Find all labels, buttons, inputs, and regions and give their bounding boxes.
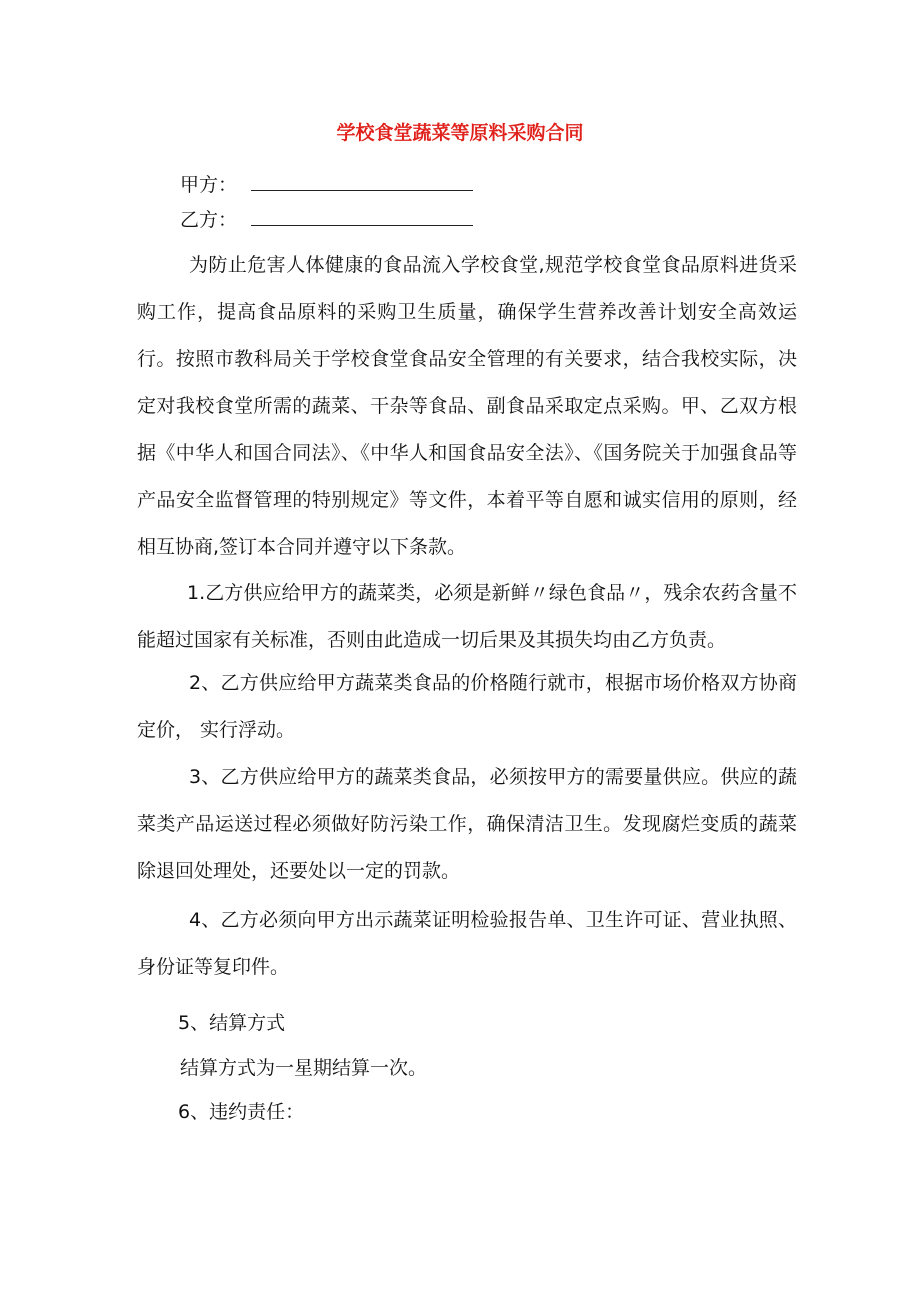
clause-1: 1.乙方供应给甲方的蔬菜类，必须是新鲜〃绿色食品〃，残余农药含量不能超过国家有关标准，否则由此造成一切后果及其损失均由乙方负责。 [137,582,797,651]
party-b-blank [251,207,473,226]
party-a-label: 甲方： [180,174,238,196]
clause-3: 3、乙方供应给甲方的蔬菜类食品，必须按甲方的需要量供应。供应的蔬菜类产品运送过程必须做好防污染工作，确保清洁卫生。发现腐烂变质的蔬菜除退回处理处，还要处以一定的罚款。 [137,766,797,882]
clause-5-heading: 5、结算方式 [178,1012,286,1034]
clause-6-heading: 6、违约责任： [178,1101,305,1123]
clause-4: 4、乙方必须向甲方出示蔬菜证明检验报告单、卫生许可证、营业执照、身份证等复印件。 [137,909,797,978]
clause-5-body: 结算方式为一星期结算一次。 [180,1057,428,1079]
contract-title: 学校食堂蔬菜等原料采购合同 [336,122,584,144]
party-a-blank [251,172,473,191]
clause-2: 2、乙方供应给甲方蔬菜类食品的价格随行就市，根据市场价格双方协商定价， 实行浮动。 [137,672,797,741]
party-b-label: 乙方： [180,209,238,231]
intro-paragraph: 为防止危害人体健康的食品流入学校食堂,规范学校食堂食品原料进货采购工作，提高食品原料的采购卫生质量，确保学生营养改善计划安全高效运行。按照市教科局关于学校食堂食品安全管理的有关要求，结合我校实际，决定对我校食堂所需的蔬菜、干杂等食品、副食品采取定点采购。甲、乙双方根据《中华人和国合同法》、《中华人和国食品安全法》、《国务院关于加强食品等产品安全监督管理的特别规定》等文件，本着平等自愿和诚实信用的原则，经相互协商,签订本合同并遵守以下条款。 [137,254,797,558]
party-a-line [180,172,473,197]
party-b-line [180,207,473,232]
